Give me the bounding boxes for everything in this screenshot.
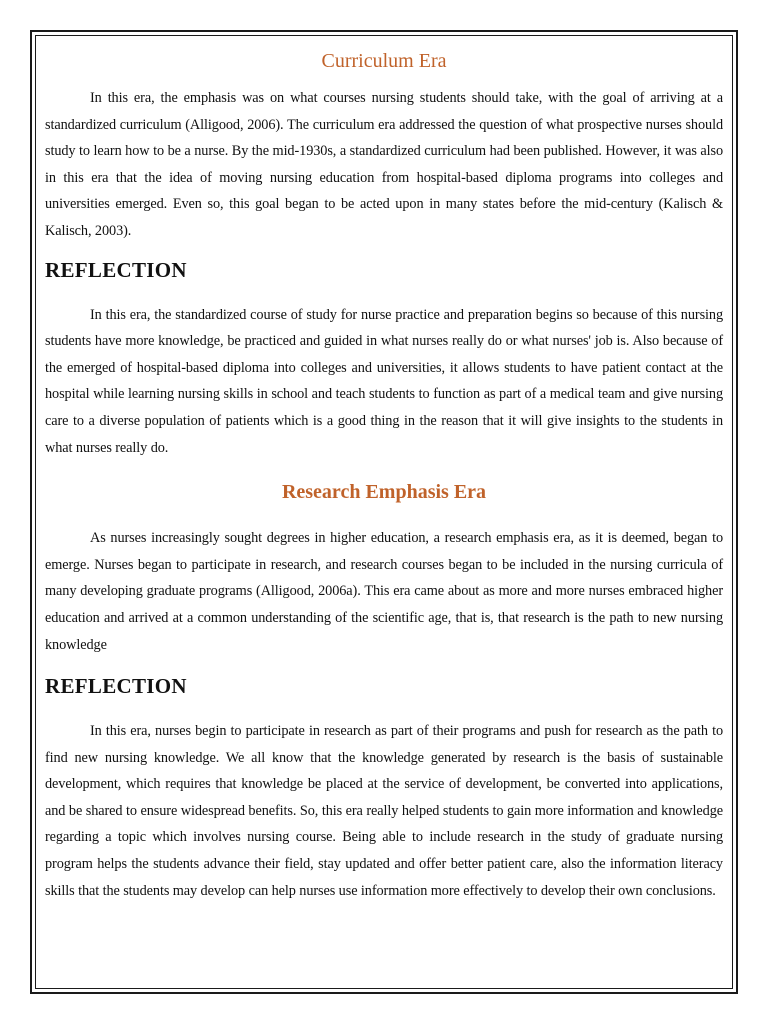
section-title-curriculum-era: Curriculum Era xyxy=(321,50,447,72)
research-emphasis-era-paragraph: As nurses increasingly sought degrees in higher education, a research emphasis era, as it is deemed, began to emerge. Nurses began to participate in research, and research courses began to be included in the nursing curricula of many developing graduate programs (Alligood, 2006a). This era came about as more and more nurses embraced higher education and arrived at a common understanding of the scientific age, that is, that research is the path to new nursing knowledge xyxy=(45,530,723,653)
reflection-paragraph-2: In this era, nurses begin to participate in research as part of their programs and push for research as the path to find new nursing knowledge. We all know that the knowledge generated by research is the basis of sustainable development, which requires that knowledge be placed at the service of development, be converted into applications, and be shared to ensure widespread benefits. So, this era really helped students to gain more information and knowledge regarding a topic which involves nursing course. Being able to include research in the study of graduate nursing program helps the students advance their field, stay updated and offer better patient care, also the information literacy skills that the students may develop can help nurses use information more effectively to develop their own conclusions. xyxy=(45,723,723,899)
reflection-heading-2: REFLECTION xyxy=(45,674,187,699)
document-content xyxy=(45,44,723,904)
curriculum-era-paragraph: In this era, the emphasis was on what courses nursing students should take, with the goal of arriving at a standardized curriculum (Alligood, 2006). The curriculum era addressed the question of what prospective nurses should study to learn how to be a nurse. By the mid-1930s, a standardized curriculum had been published. However, it was also in this era that the idea of moving nursing education from hospital-based diploma programs into colleges and universities emerged. Even so, this goal began to be acted upon in many states before the mid-century (Kalisch & Kalisch, 2003). xyxy=(45,90,723,239)
reflection-paragraph-1: In this era, the standardized course of study for nurse practice and preparation begins so because of this nursing students have more knowledge, be practiced and guided in what nurses really do or what nurses' job is. Also because of the emerged of hospital-based diploma into colleges and universities, it allows students to have patient contact at the hospital while learning nursing skills in school and teach students to function as part of a medical team and give nursing care to a diverse population of patients which is a good thing in the reason that it will give insights to the students in what nurses really do. xyxy=(45,306,723,456)
reflection-heading-1: REFLECTION xyxy=(45,257,187,282)
section-title-research-emphasis-era: Research Emphasis Era xyxy=(281,481,487,504)
